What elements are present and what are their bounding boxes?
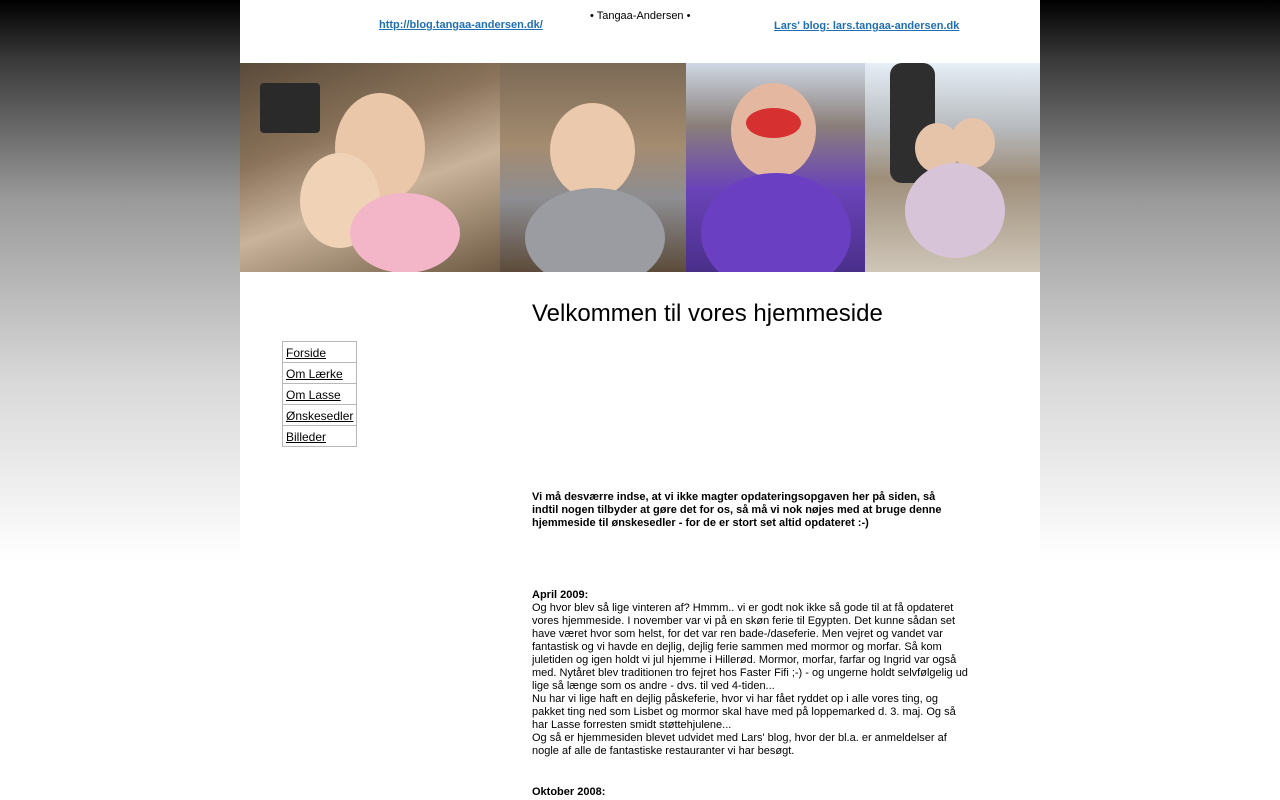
banner-photo-boy xyxy=(500,63,686,272)
banner-photo-living-room xyxy=(240,63,500,272)
nav-link-forside[interactable]: Forside xyxy=(286,346,327,360)
nav-link-onskesedler[interactable]: Ønskesedler xyxy=(286,409,354,423)
nav-item-om-lasse xyxy=(282,383,357,405)
notice-text: Vi må desværre indse, at vi ikke magter opdateringsopgaven her på siden, så indtil nogen tilbyder at gøre det for os, så må vi nok nøjes med at bruge denne hjemmeside til ønskesedler - for de er stort set altid opdateret :-) xyxy=(532,491,942,529)
nav-link-billeder[interactable]: Billeder xyxy=(286,430,327,444)
nav-item-om-laerke xyxy=(282,362,357,384)
page-title: Velkommen til vores hjemmeside xyxy=(532,300,883,327)
main-content xyxy=(532,298,972,798)
update-paragraph: Og hvor blev så lige vinteren af? Hmmm.. vi er godt nok ikke så gode til at få opdateret vores hjemmeside. I november var vi på en skøn ferie til Egypten. Det kunne sådan set have været hvor som helst, for det var ren bade-/daseferie. Men vejret og vandet var fantastisk og vi havde en dejlig, dejlig ferie sammen med mormor og morfar. Så kom juletiden og igen holdt vi jul hjemme i Hillerød. Mormor, morfar, farfar og Ingrid var også med. Nytåret blev traditionen tro fejret hos Faster Fifi ;-) - og ungerne holdt selvfølgelig ud lige så længe som os andre - dvs. til ved 4-tiden... xyxy=(532,602,968,692)
lars-blog-link[interactable]: Lars' blog: lars.tangaa-andersen.dk xyxy=(774,20,960,32)
nav-link-om-laerke[interactable]: Om Lærke xyxy=(286,367,343,381)
nav-item-onskesedler xyxy=(282,404,357,426)
nav-item-forside xyxy=(282,341,357,363)
side-navigation xyxy=(282,341,357,447)
update-body-april-2009 xyxy=(532,602,972,758)
update-heading-april-2009: April 2009: xyxy=(532,589,589,601)
site-name: • Tangaa-Andersen • xyxy=(590,10,691,22)
banner-photo-playground xyxy=(865,63,1040,272)
banner-photo-girl-facepaint xyxy=(686,63,865,272)
header-banner xyxy=(240,63,1040,272)
nav-link-om-lasse[interactable]: Om Lasse xyxy=(286,388,341,402)
page-container xyxy=(240,0,1040,800)
update-heading-oktober-2008: Oktober 2008: xyxy=(532,786,606,798)
top-bar xyxy=(240,0,1040,63)
update-paragraph: Nu har vi lige haft en dejlig påskeferie, hvor vi har fået ryddet op i alle vores ting, og pakket ting ned som Lisbet og mormor skal have med på loppemarked d. 3. maj. Og så har Lasse forresten smidt støttehjulene... xyxy=(532,693,956,731)
nav-item-billeder xyxy=(282,425,357,447)
update-paragraph: Og så er hjemmesiden blevet udvidet med Lars' blog, hvor der bl.a. er anmeldelser af nogle af alle de fantastiske restauranter vi har besøgt. xyxy=(532,732,947,757)
blog-link[interactable]: http://blog.tangaa-andersen.dk/ xyxy=(379,19,543,31)
